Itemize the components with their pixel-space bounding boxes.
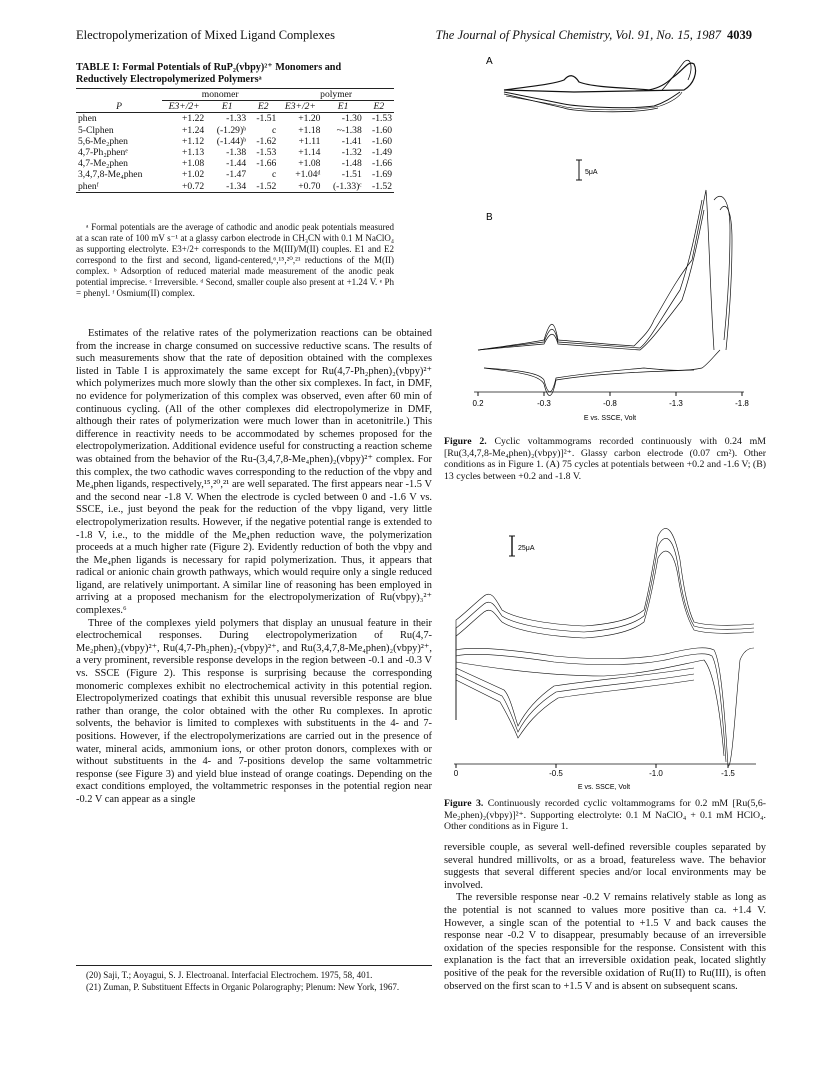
x-axis-label: E vs. SSCE, Volt xyxy=(583,415,637,422)
col-header: E3+/2+ xyxy=(278,101,322,113)
table-cell: -1.66 xyxy=(372,158,392,170)
running-head: Electropolymerization of Mixed Ligand Complexes xyxy=(76,28,335,42)
table-cell: -1.34 xyxy=(206,181,248,193)
table-row xyxy=(76,169,394,180)
x-axis-figure-3 xyxy=(454,764,756,791)
tick-label: 0 xyxy=(453,769,459,778)
table-cell: ~-1.38 xyxy=(336,124,362,136)
table-cell: +1.11 xyxy=(298,135,321,147)
row-ligand: phenᶠ xyxy=(76,181,162,193)
table-cell: -1.32 xyxy=(341,147,362,159)
tick-label: -0.3 xyxy=(537,399,551,408)
row-ligand: phen xyxy=(78,113,97,125)
table-cell: -1.51 xyxy=(256,113,277,125)
table-cell: (-1.33)ᶜ xyxy=(322,181,363,193)
table-cell: -1.48 xyxy=(341,158,362,170)
table-cell: +1.12 xyxy=(181,135,205,147)
tick-label: -0.8 xyxy=(603,399,617,408)
table-cell: -1.51 xyxy=(341,169,362,181)
table-title: TABLE I: Formal Potentials of RuP₂(vbpy)²⁺ Monomers and Reductively Electropolymerized Polymersᵃ xyxy=(76,62,342,85)
table-cell: +1.08 xyxy=(181,158,205,170)
cv-trace-3 xyxy=(456,528,754,766)
table-cell: +1.04ᵈ xyxy=(295,169,321,181)
table-cell: -1.52 xyxy=(248,181,278,193)
table-cell: -1.33 xyxy=(226,113,247,125)
table-row xyxy=(76,113,394,125)
table-cell: -1.41 xyxy=(341,135,362,147)
panel-label-a: A xyxy=(486,56,493,67)
table-cell: +1.02 xyxy=(181,169,205,181)
svg-text:5μA: 5μA xyxy=(585,169,598,176)
col-header: P xyxy=(76,101,162,113)
table-cell: +0.72 xyxy=(162,181,206,193)
table-cell: (-1.29)ᵇ xyxy=(216,124,247,136)
table-cell: -1.53 xyxy=(372,113,392,125)
table-cell: -1.53 xyxy=(256,147,277,159)
panel-label-b: B xyxy=(486,212,493,223)
tick-label: -1.8 xyxy=(735,399,749,408)
group-monomer: monomer xyxy=(162,89,278,101)
table-cell: -1.60 xyxy=(372,124,392,136)
col-header: E2 xyxy=(248,101,278,113)
table-cell: -1.62 xyxy=(256,135,277,147)
row-ligand: 5,6-Me₂phen xyxy=(78,135,128,147)
table-cell: +1.13 xyxy=(181,147,205,159)
col-header: E1 xyxy=(206,101,248,113)
table-cell: -1.30 xyxy=(341,113,362,125)
reference: (21) Zuman, P. Substituent Effects in Organic Polarography; Plenum: New York, 1967. xyxy=(86,982,400,992)
cv-trace-b xyxy=(478,190,732,396)
table-cell: -1.52 xyxy=(364,181,394,193)
journal-name: The Journal of Physical Chemistry, Vol. 91, No. 15, 1987 xyxy=(435,28,721,42)
tick-label: -1.0 xyxy=(649,769,663,778)
col-header: E2 xyxy=(364,101,394,113)
left-body xyxy=(76,328,432,807)
table-cell: -1.60 xyxy=(372,135,392,147)
table-row xyxy=(76,125,394,136)
x-axis-label: E vs. SSCE, Volt xyxy=(577,784,631,791)
table-row xyxy=(76,181,394,193)
tick-label: -0.5 xyxy=(549,769,563,778)
paragraph: reversible couple, as several well-defined reversible couples separated by several hundred millivolts, or as a broad, featureless wave. The behavior suggests that several different species and/or local environments may be involved. xyxy=(444,842,766,891)
table-cell: c xyxy=(272,169,277,181)
journal-citation xyxy=(436,28,752,43)
col-header: E3+/2+ xyxy=(162,101,206,113)
reference: (20) Saji, T.; Aoyagui, S. J. Electroanal. Interfacial Electrochem. 1975, 58, 401. xyxy=(86,970,373,980)
scale-bar-25ua xyxy=(509,536,535,556)
row-ligand: 5-Clphen xyxy=(78,124,114,136)
table-footnote: ᵃ Formal potentials are the average of cathodic and anodic peak potentials measured at a scan rate of 100 mV s⁻¹ at a glassy carbon electrode in CH₃CN with 0.1 M NaClO₄ as supporting electrolyte. E3+/2+ corresponds to the M(III)/M(II) couples. E1 and E2 correspond to the first and second, ligand-centered,⁶,¹⁵,²⁰,²¹ reductions of the M(II) complex. ᵇ Adsorption of reduced material made measurement of the anodic peak potential imprecise. ᶜ Irreversible. ᵈ Second, smaller couple also present at +1.24 V. ᵉ Ph = phenyl. ᶠ Osmium(II) complex. xyxy=(76,222,394,298)
table-cell: -1.66 xyxy=(256,158,277,170)
table-row xyxy=(76,147,394,158)
table-cell: +1.14 xyxy=(298,147,321,159)
row-ligand: 3,4,7,8-Me₄phen xyxy=(78,169,143,181)
table-cell: c xyxy=(272,124,277,136)
figure-3-voltammograms xyxy=(444,500,766,792)
col-header: E1 xyxy=(322,101,363,113)
table-cell: -1.69 xyxy=(372,169,392,181)
row-ligand: 4,7-Me₂phen xyxy=(78,158,128,170)
table-cell: +1.18 xyxy=(298,124,321,136)
table-cell: (-1.44)ᵇ xyxy=(216,135,247,147)
paragraph: The reversible response near -0.2 V remains relatively stable as long as the potential is not scanned to values more positive than ca. +1.4 V. However, a single scan of the potential to +1.5 V and back causes the response near -0.2 V to disappear, presumably because of an irreversible oxidation of the species responsible for the response. Consistent with this explanation is the fact that an irreversible oxidation peak, located slightly positive of the peak for the reversible oxidation of Ru(II) to Ru(III), is often observed on the first scan to +1.5 V and is absent on subsequent scans. xyxy=(444,892,766,992)
table-row xyxy=(76,136,394,147)
scale-bar-5ua xyxy=(576,160,598,180)
table-cell: -1.44 xyxy=(226,158,247,170)
table-cell: +1.20 xyxy=(298,113,321,125)
table-cell: -1.49 xyxy=(372,147,392,159)
cv-trace-a xyxy=(504,60,696,112)
group-polymer: polymer xyxy=(278,89,394,101)
table-row xyxy=(76,158,394,169)
table-formal-potentials xyxy=(76,88,394,193)
figure-2-voltammograms xyxy=(444,50,766,430)
table-cell: -1.47 xyxy=(226,169,247,181)
svg-text:25μA: 25μA xyxy=(518,545,535,552)
table-cell: +0.70 xyxy=(278,181,322,193)
table-cell: +1.08 xyxy=(298,158,321,170)
x-axis-figure-2 xyxy=(472,392,749,422)
table-cell: +1.22 xyxy=(181,113,205,125)
paragraph: Estimates of the relative rates of the polymerization reactions can be obtained from the increase in charge consumed on successive reductive scans. The results of such measurements show that the rate of deposition obtained with the complexes listed in Table I is approximately the same except for Ru(4,7-Ph₂phen)₂(vbpy)²⁺ which polymerizes much more slowly than the other six complexes. In fact, in DMF, no evidence for polymerization of this complex was observed, even after 60 min of continuous cycling. (All of the other complexes did electropolymerize in DMF, although their rates of polymerization were much lower than in acetonitrile.) This difference in reactivity needs to be accommodated by schemes proposed for the electropolymerization. Additional evidence useful for constructing a reaction scheme was obtained from the behavior of the Ru-(3,4,7,8-Me₄phen)₂(vbpy)²⁺ complex. For this complex, the two cathodic waves corresponding to the reduction of the vbpy and Me₄phen ligands, respectively,¹⁵,²⁰,²¹ are well separated. The first appears near -1.5 V and the second near -1.8 V. When the electrode is cycled between 0 and -1.6 V vs. SSCE, i.e., just beyond the peak for the reduction of the vbpy ligand, very little electropolymerization results. However, if the negative potential range is extended to -1.8 V, i.e., to the middle of the Me₄phen reduction wave, the polymerization proceeds at a much higher rate (Figure 2). Evidently reduction of both the vbpy and the Me₄phen ligands is necessary for rapid polymerization. Thus, it appears that radical or anionic chain growth pathways, which would require only a single reduced ligand, are relatively unimportant. A similar line of reasoning has been employed in arriving at a proposed mechanism for the electropolymerization of Ru(vbpy)₃²⁺ complexes.⁶ xyxy=(76,328,432,617)
right-body xyxy=(444,842,766,993)
paragraph: Three of the complexes yield polymers that display an unusual feature in their electrochemical responses. During electropolymerization of Ru(4,7-Me₂phen)₂(vbpy)²⁺, Ru(4,7-Ph₂phen)₂-(vbpy)²⁺, and Ru(3,4,7,8-Me₄phen)₂(vbpy)²⁺, a very prominent, reversible response develops in the region between -0.1 and -0.3 V vs. SSCE (Figure 2). This response is surprising because the corresponding monomeric complexes exhibit no electrochemical activity in this potential region. Electropolymerized coatings that exhibit this unusual reversible response are blue rather than orange, the color obtained with the other Ru complexes. In aprotic solvents, the behavior is limited to complexes with substituents in the 4- and 7-positions. However, if the electropolymerizations are carried out in the presence of water, mineral acids, ammonium ions, or other proton donors, complexes with or without substituents in the 4- and 7-positions develop the same voltammetric response (see Figure 3) and yield blue instead of orange coatings. Depending on the exact conditions employed, the voltammetric responses in the potential region near -0.2 V can appear as a single xyxy=(76,617,432,805)
page-number: 4039 xyxy=(727,28,752,42)
figure-2-caption: Figure 2. Cyclic voltammograms recorded continuously with 0.24 mM [Ru(3,4,7,8-Me₄phen)₂(vbpy)]²⁺. Glassy carbon electrode (0.07 cm²). Other conditions as in Figure 1. (A) 75 cycles at potentials between +0.2 and -1.6 V; (B) 13 cycles between +0.2 and -1.8 V. xyxy=(444,436,766,482)
tick-label: -1.3 xyxy=(669,399,683,408)
row-ligand: 4,7-Ph₂phenᵉ xyxy=(78,147,128,159)
table-cell: +1.24 xyxy=(181,124,205,136)
references xyxy=(76,965,432,994)
tick-label: 0.2 xyxy=(472,399,484,408)
figure-3-caption: Figure 3. Continuously recorded cyclic voltammograms for 0.2 mM [Ru(5,6-Me₂phen)₂(vbpy)]²⁺. Supporting electrolyte: 0.1 M NaClO₄ + 0.1 mM HClO₄. Other conditions as in Figure 1. xyxy=(444,798,766,833)
tick-label: -1.5 xyxy=(721,769,735,778)
table-cell: -1.38 xyxy=(226,147,247,159)
